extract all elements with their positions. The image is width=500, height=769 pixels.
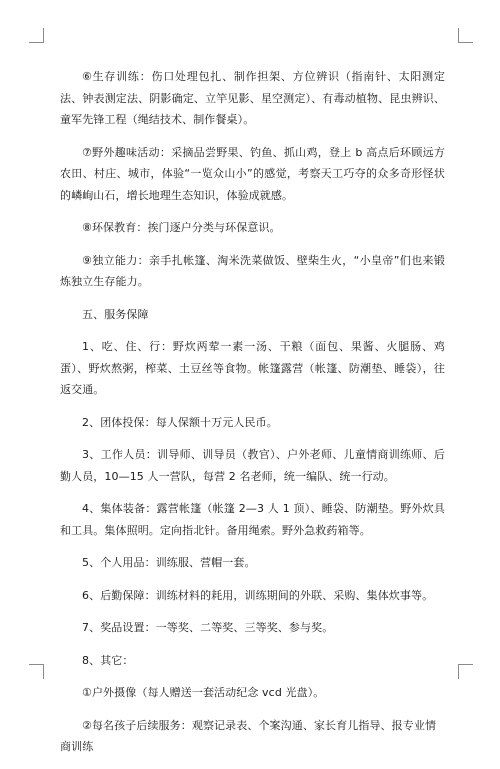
crop-mark-bottom-right bbox=[458, 664, 473, 679]
paragraph-logistics: 6、后勤保障：训练材料的耗用，训练期间的外联、采购、集体炊事等。 bbox=[82, 588, 434, 602]
crop-mark-top-left bbox=[29, 28, 44, 43]
paragraph-other: 8、其它： bbox=[82, 653, 134, 667]
paragraph-group-equipment: 4、集体装备：露营帐篷（帐篷 2—3 人 1 顶）、睡袋、防潮垫。野外炊具和工具。集体照明。定向指北针。备用绳索。野外急救药箱等。 bbox=[60, 502, 445, 537]
paragraph-survival-training: ⑥生存训练：伤口处理包扎、制作担架、方位辨识（指南针、太阳测定法、钟表测定法、阴影确定、立竿见影、星空测定）、有毒动植物、昆虫辨识、童军先锋工程（绳结技术、制作餐桌）。 bbox=[60, 70, 445, 126]
crop-mark-bottom-left bbox=[29, 664, 44, 679]
paragraph-staff: 3、工作人员：训导师、训导员（教官）、户外老师、儿童情商训练师、后勤人员，10—15 人一营队，每营 2 名老师，统一编队、统一行动。 bbox=[60, 448, 445, 483]
paragraph-personal-items: 5、个人用品：训练服、营帽一套。 bbox=[82, 556, 256, 569]
paragraph-awards: 7、奖品设置：一等奖、二等奖、三等奖、参与奖。 bbox=[82, 621, 334, 634]
paragraph-food-lodging-transport: 1、吃、住、行：野炊两荤一素一汤、干粮（面包、果酱、火腿肠、鸡蛋）、野炊熬粥，榨菜、土豆丝等食物。帐篷露营（帐篷、防潮垫、睡袋），往返交通。 bbox=[60, 340, 445, 396]
section-heading-service: 五、服务保障 bbox=[82, 307, 149, 321]
paragraph-insurance: 2、团体投保：每人保额十万元人民币。 bbox=[82, 415, 278, 429]
paragraph-followup-service: ②每名孩子后续服务：观察记录表、个案沟通、家长育儿指导、报专业情商训练 bbox=[60, 718, 437, 753]
paragraph-outdoor-activities: ⑦野外趣味活动：采摘品尝野果、钓鱼、抓山鸡，登上 b 高点后环顾远方农田、村庄、城市，体验“一览众山小”的感觉，考察天工巧夺的众多奇形怪状的嶙峋山石，增长地理生态知识，体验成就感。 bbox=[60, 145, 445, 202]
crop-mark-top-right bbox=[458, 28, 473, 43]
paragraph-environmental-education: ⑧环保教育：挨门逐户分类与环保意识。 bbox=[82, 221, 281, 234]
paragraph-independence: ⑨独立能力：亲手扎帐篷、淘米洗菜做饭、壁柴生火，“小皇帝”们也来锻炼独立生存能力。 bbox=[60, 253, 445, 288]
paragraph-photography: ①户外摄像（每人赠送一套活动纪念 vcd 光盘）。 bbox=[82, 686, 325, 699]
document-body bbox=[60, 66, 445, 769]
